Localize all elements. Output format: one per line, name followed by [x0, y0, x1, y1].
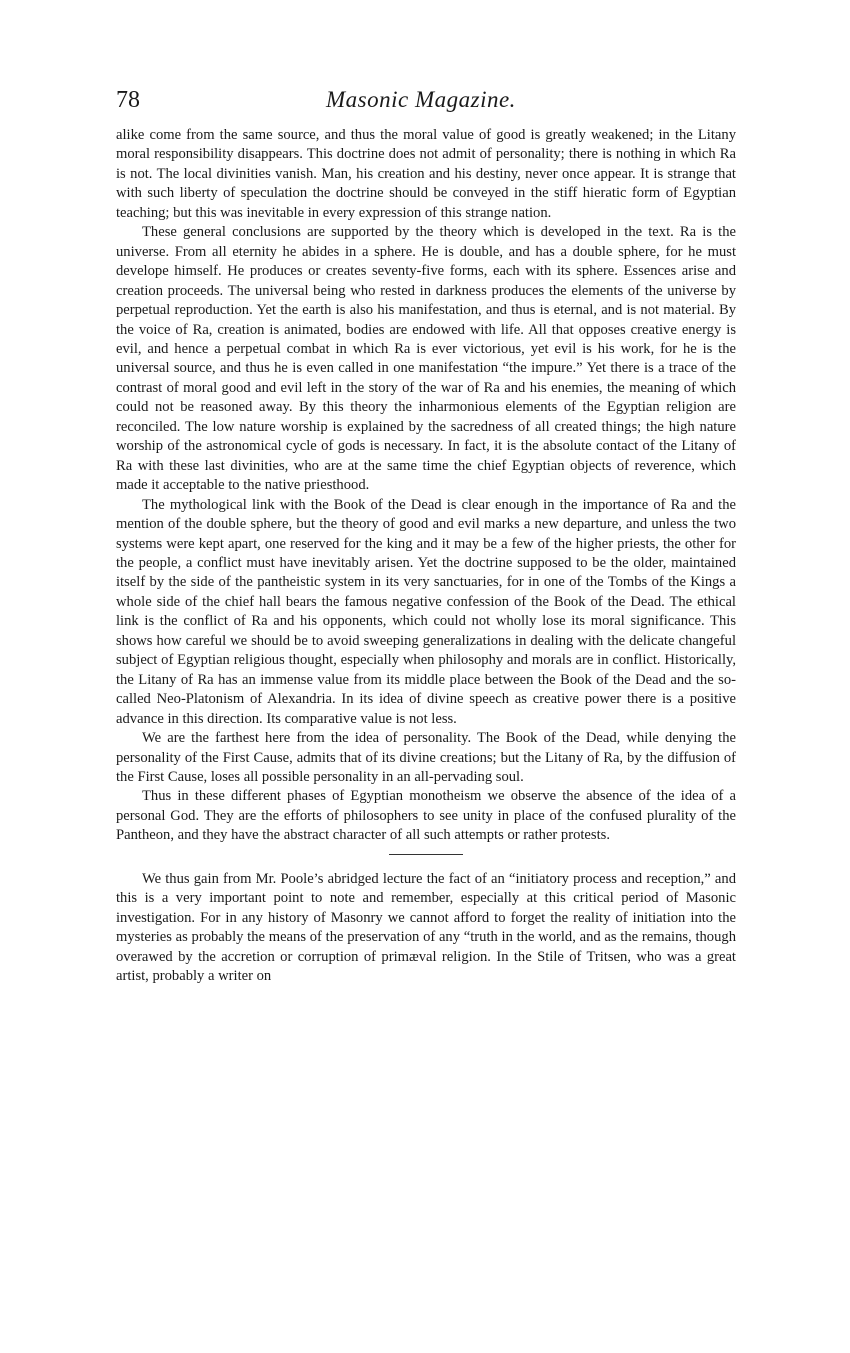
paragraph: These general conclusions are supported by the theory which is developed in the text. Ra is the universe. From all eternity he abides in a sphere. He is double, and has a double sphere, for he must develope himself. He produces or creates seventy-five forms, each with its sphere. Essences arise and creation proceeds. The universal being who rested in darkness produces the elements of the universe by perpetual reproduction. Yet the earth is also his manifestation, and thus is eternal, and is not material. By the voice of Ra, creation is animated, bodies are endowed with life. All that opposes creative energy is evil, and hence a perpetual combat in which Ra is ever victorious, yet evil is his work, for he is the universal source, and thus he is even called in one manifestation “the impure.” Yet there is a trace of the contrast of moral good and evil left in the story of the war of Ra and his enemies, the meaning of which could not be reasoned away. By this theory the inharmonious elements of the Egyptian religion are reconciled. The low nature worship is explained by the sacredness of all created things; the high nature worship of the astronomical cycle of gods is necessary. In fact, it is the absolute contact of the Litany of Ra with these last divinities, who are at the same time the chief Egyptian objects of reverence, which made it acceptable to the native priesthood.: [116, 224, 736, 494]
paragraph: Thus in these different phases of Egyptian monotheism we observe the absence of the idea of a personal God. They are the efforts of philosophers to see unity in place of the confused plurality of the Pantheon, and they have the abstract character of all such attempts or rather protests.: [116, 788, 736, 844]
page-number: 78: [116, 87, 140, 113]
paragraph: We are the farthest here from the idea of personality. The Book of the Dead, while denying the personality of the First Cause, admits that of its divine creations; but the Litany of Ra, by the diffusion of the First Cause, loses all possible personality in an all-pervading soul.: [116, 730, 736, 785]
running-title: Masonic Magazine.: [326, 87, 516, 112]
paragraph: The mythological link with the Book of the Dead is clear enough in the importance of Ra and the mention of the double sphere, but the theory of good and evil marks a new departure, and unless the two systems were kept apart, one reserved for the king and it may be a few of the higher priests, the other for the people, a conflict must have inevitably arisen. Yet the doctrine supposed to be the older, maintained itself by the side of the pantheistic system in its very sanctuaries, for in one of the Tombs of the Kings a whole side of the chief hall bears the famous negative confession of the Book of the Dead. The ethical link is the conflict of Ra and his opponents, which could not wholly lose its moral significance. This shows how careful we should be to avoid sweeping generalizations in dealing with the delicate changeful subject of Egyptian religious thought, especially when philosophy and morals are in conflict. Historically, the Litany of Ra has an immense value from its middle place between the Book of the Dead and the so-called Neo-Platonism of Alexandria. In its idea of divine speech as creative power there is a positive advance in this direction. Its comparative value is not less.: [116, 496, 736, 727]
editorial-continuation: [116, 870, 736, 987]
paragraph: alike come from the same source, and thus the moral value of good is greatly weakened; in the Litany moral responsibility disappears. This doctrine does not admit of personality; there is nothing in which Ra is not. The local divinities vanish. Man, his creation and his destiny, never once appear. It is strange that with such liberty of speculation the doctrine should be conveyed in the stiff hieratic form of Egyptian teaching; but this was inevitable in every expression of this strange nation.: [116, 127, 736, 221]
page-header: [116, 86, 736, 120]
section-divider: [389, 854, 463, 855]
paragraph: We thus gain from Mr. Poole’s abridged lecture the fact of an “initiatory process and reception,” and this is a very important point to note and remember, especially at this critical period of Masonic investigation. For in any history of Masonry we cannot afford to forget the reality of initiation into the mysteries as probably the means of the preservation of any “truth in the world, and as the remains, though overawed by the accretion or corruption of primæval religion. In the Stile of Tritsen, who was a great artist, probably a writer on: [116, 870, 736, 985]
magazine-page: [116, 86, 736, 986]
article-body: [116, 126, 736, 846]
